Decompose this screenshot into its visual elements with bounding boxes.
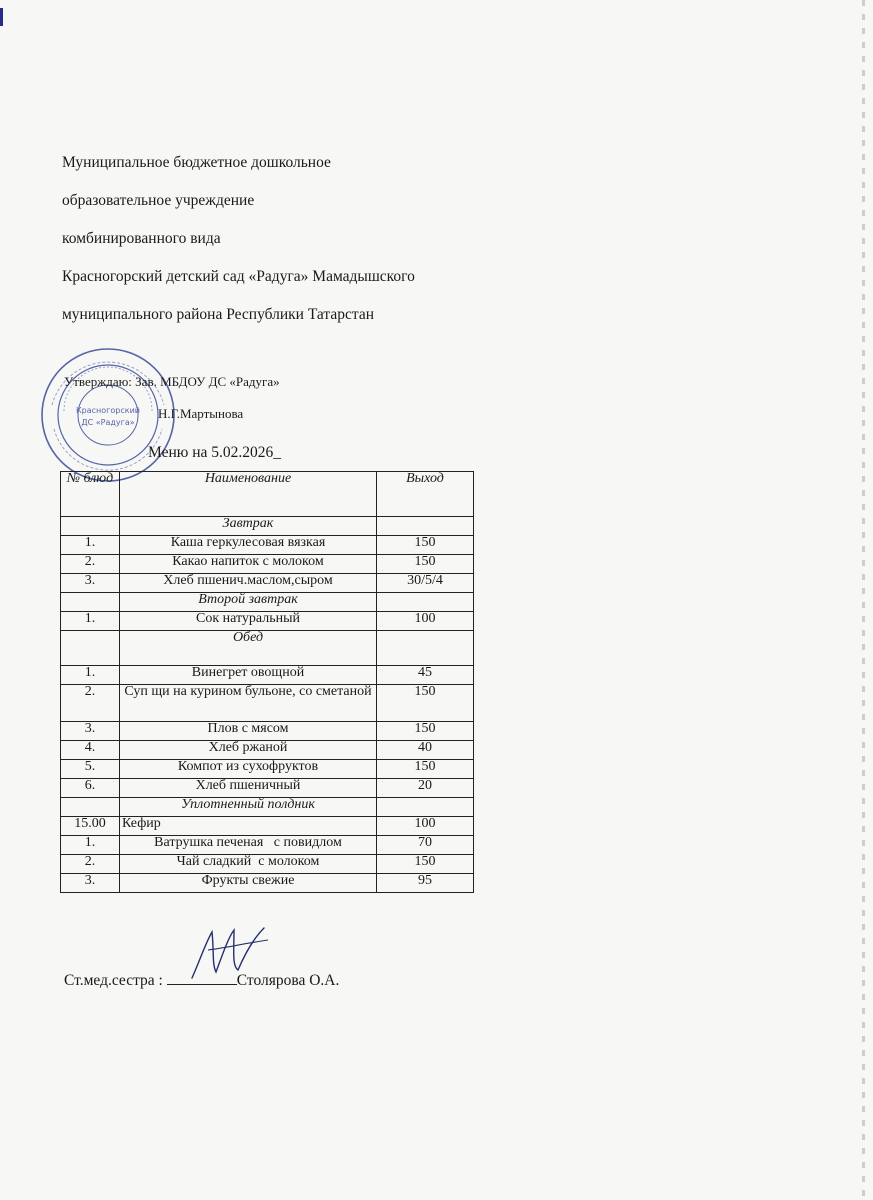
- signature-blank: [167, 970, 237, 985]
- table-row: [61, 855, 474, 874]
- table-row: [61, 779, 474, 798]
- cell-num: 2.: [61, 855, 120, 874]
- table-row: [61, 536, 474, 555]
- cell-out: 95: [377, 874, 474, 893]
- table-header-row: [61, 472, 474, 517]
- stamp-text-1: Красногорский: [76, 406, 140, 415]
- cell-name: Чай сладкий с молоком: [120, 855, 377, 874]
- signature-line: [64, 970, 339, 990]
- cell-name: Сок натуральный: [120, 612, 377, 631]
- table-row: [61, 874, 474, 893]
- cell-num: 3.: [61, 574, 120, 593]
- section-second-breakfast: Второй завтрак: [120, 593, 377, 612]
- signature-name: Столярова О.А.: [236, 972, 340, 989]
- org-line-3: комбинированного вида: [62, 230, 221, 247]
- cell-name: Винегрет овощной: [120, 666, 377, 685]
- table-row: [61, 574, 474, 593]
- org-line-4: Красногорский детский сад «Радуга» Мамадышского: [62, 268, 415, 285]
- approval-line: Утверждаю: Зав. МБДОУ ДС «Радуга»: [64, 374, 280, 389]
- official-stamp: [38, 345, 178, 485]
- cell-num: 1.: [61, 612, 120, 631]
- section-breakfast: Завтрак: [120, 517, 377, 536]
- table-row: [61, 612, 474, 631]
- cell-num: 3.: [61, 874, 120, 893]
- cell-name: Хлеб ржаной: [120, 741, 377, 760]
- header-out: Выход: [377, 472, 474, 517]
- cell-num: 2.: [61, 685, 120, 722]
- cell-out: 30/5/4: [377, 574, 474, 593]
- table-row: [61, 741, 474, 760]
- table-row: [61, 685, 474, 722]
- cell-name: Компот из сухофруктов: [120, 760, 377, 779]
- org-line-5: муниципального района Республики Татарстан: [62, 306, 375, 323]
- cell-name: Кефир: [120, 817, 377, 836]
- stamp-text-2: ДС «Радуга»: [81, 418, 135, 427]
- menu-table: [60, 471, 474, 893]
- section-row-breakfast: [61, 517, 474, 536]
- cell-name: Каша геркулесовая вязкая: [120, 536, 377, 555]
- cell-num: 15.00: [61, 817, 120, 836]
- cell-num: 1.: [61, 536, 120, 555]
- cell-out: 20: [377, 779, 474, 798]
- scan-edge: [862, 0, 865, 1200]
- cell-out: 150: [377, 722, 474, 741]
- header-num: № блюд: [61, 472, 120, 517]
- cell-num: 5.: [61, 760, 120, 779]
- cell-name: Плов с мясом: [120, 722, 377, 741]
- table-row: [61, 817, 474, 836]
- cell-name: Хлеб пшенич.маслом,сыром: [120, 574, 377, 593]
- menu-title: Меню на 5.02.2026_: [148, 444, 282, 461]
- cell-out: 40: [377, 741, 474, 760]
- cell-num: 1.: [61, 836, 120, 855]
- cell-num: 4.: [61, 741, 120, 760]
- section-row-lunch: [61, 631, 474, 666]
- section-row-second-breakfast: [61, 593, 474, 612]
- approver-name: Н.Г.Мартынова: [158, 406, 244, 421]
- cell-name: Суп щи на курином бульоне, со сметаной: [120, 685, 377, 722]
- cell-out: 70: [377, 836, 474, 855]
- cell-name: Фрукты свежие: [120, 874, 377, 893]
- cell-num: 1.: [61, 666, 120, 685]
- table-row: [61, 760, 474, 779]
- cell-out: 100: [377, 817, 474, 836]
- org-line-2: образовательное учреждение: [62, 192, 255, 209]
- scan-mark: [0, 8, 3, 26]
- table-row: [61, 836, 474, 855]
- section-snack: Уплотненный полдник: [120, 798, 377, 817]
- cell-out: 45: [377, 666, 474, 685]
- cell-num: 6.: [61, 779, 120, 798]
- cell-out: 100: [377, 612, 474, 631]
- cell-out: 150: [377, 685, 474, 722]
- organization-header: [62, 155, 415, 345]
- table-row: [61, 555, 474, 574]
- signature-label: Ст.мед.сестра :: [64, 972, 163, 989]
- table-row: [61, 722, 474, 741]
- table-row: [61, 666, 474, 685]
- cell-num: 2.: [61, 555, 120, 574]
- cell-out: 150: [377, 536, 474, 555]
- section-row-snack: [61, 798, 474, 817]
- cell-out: 150: [377, 760, 474, 779]
- cell-name: Хлеб пшеничный: [120, 779, 377, 798]
- cell-out: 150: [377, 555, 474, 574]
- header-name: Наименование: [120, 472, 377, 517]
- section-lunch: Обед: [120, 631, 377, 666]
- cell-name: Какао напиток с молоком: [120, 555, 377, 574]
- cell-num: 3.: [61, 722, 120, 741]
- cell-name: Ватрушка печеная с повидлом: [120, 836, 377, 855]
- org-line-1: Муниципальное бюджетное дошкольное: [62, 154, 331, 171]
- cell-out: 150: [377, 855, 474, 874]
